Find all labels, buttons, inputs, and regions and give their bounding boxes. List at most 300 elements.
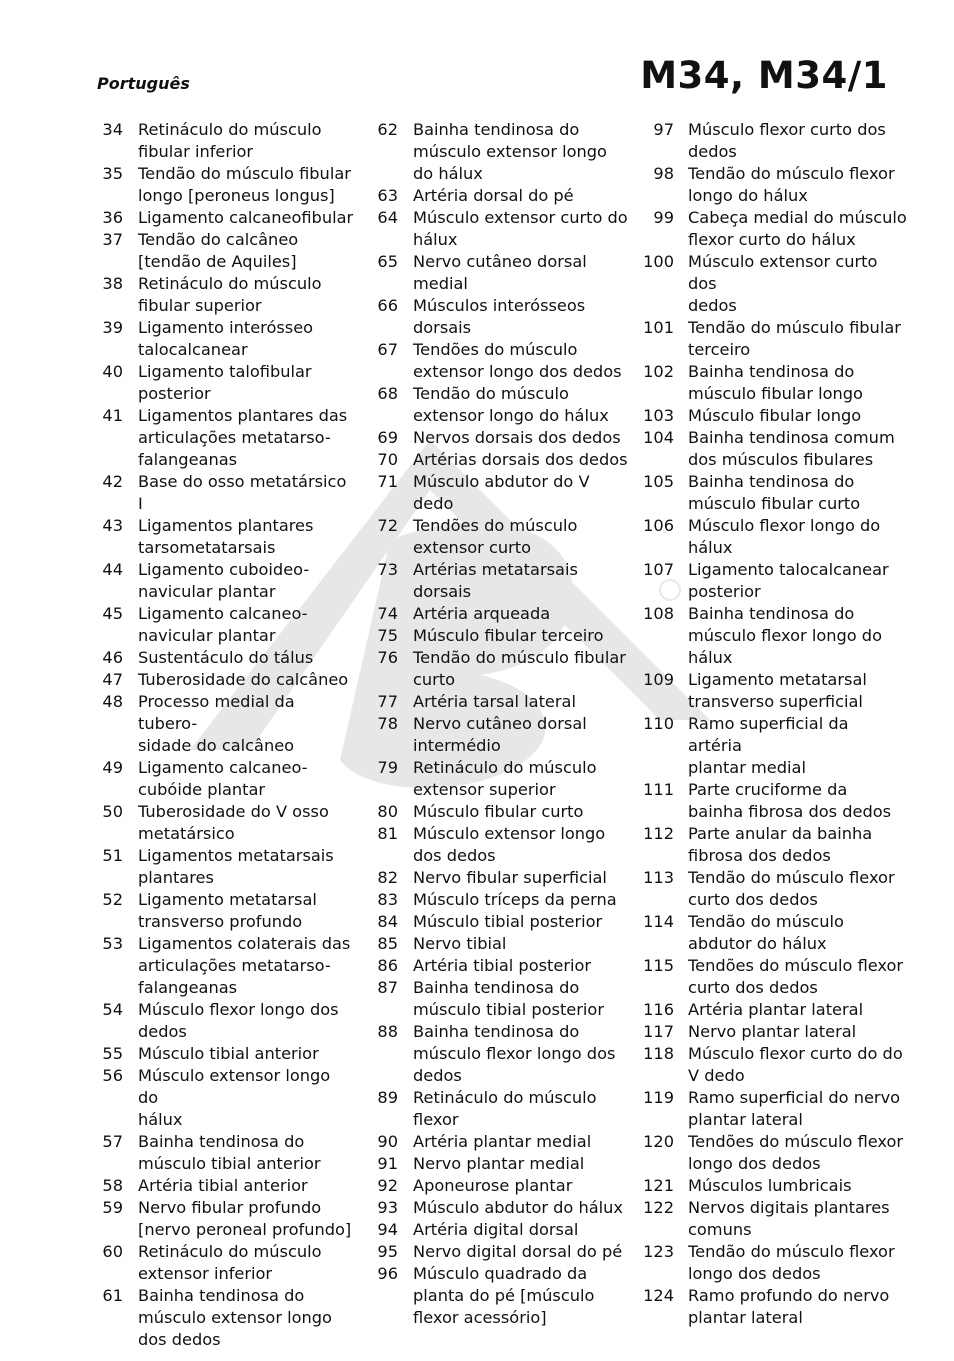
- entry-term: [688, 1285, 907, 1329]
- entry-term-line: Músculo extensor curto do: [413, 208, 628, 227]
- entry-number: 42: [102, 472, 123, 491]
- entry-term-line: Retináculo do músculo: [138, 120, 322, 139]
- entry-term: [413, 1153, 630, 1175]
- entry-number: 34: [102, 120, 123, 139]
- legend-entry: [637, 427, 907, 471]
- entry-term: [688, 427, 907, 471]
- entry-term-line: Músculo extensor longo: [413, 824, 606, 843]
- entry-term-line: longo do hálux: [688, 186, 808, 205]
- entry-term-line: Músculo fibular curto: [413, 802, 584, 821]
- entry-number: 37: [102, 230, 123, 249]
- entry-term-line: Ligamento talocalcanear: [688, 560, 889, 579]
- entry-number: 101: [643, 318, 674, 337]
- entry-term-line: planta do pé [músculo: [413, 1286, 595, 1305]
- entry-term-line: medial: [413, 274, 468, 293]
- entry-number: 65: [377, 252, 398, 271]
- legend-entry: [90, 1065, 355, 1131]
- entry-term-line: Artéria tibial anterior: [138, 1176, 308, 1195]
- entry-term-line: Tendão do músculo: [688, 912, 844, 931]
- legend-entry: [90, 1043, 355, 1065]
- entry-term-line: Bainha tendinosa do: [413, 978, 580, 997]
- entry-term: [138, 1043, 355, 1065]
- entry-number: 48: [102, 692, 123, 711]
- entry-number: 61: [102, 1286, 123, 1305]
- entry-number: 66: [377, 296, 398, 315]
- entry-number: 104: [643, 428, 674, 447]
- legend-entry: [637, 1197, 907, 1241]
- legend-entry: [365, 1131, 630, 1153]
- entry-term-line: intermédio: [413, 736, 501, 755]
- entry-term-line: Nervos dorsais dos dedos: [413, 428, 621, 447]
- entry-term: [138, 691, 355, 757]
- entry-term-line: Ligamento calcaneofibular: [138, 208, 354, 227]
- entry-number: 82: [377, 868, 398, 887]
- entry-term: [138, 1175, 355, 1197]
- entry-term-line: Tendão do calcâneo: [138, 230, 299, 249]
- entry-term-line: Músculo fibular terceiro: [413, 626, 604, 645]
- entry-term: [413, 603, 630, 625]
- entry-number: 62: [377, 120, 398, 139]
- entry-term-line: Tendões do músculo flexor: [688, 956, 904, 975]
- entry-term: [413, 1241, 630, 1263]
- entry-term-line: abdutor do hálux: [688, 934, 827, 953]
- legend-entry: [90, 1285, 355, 1351]
- legend-entry: [90, 405, 355, 471]
- entry-term-line: Bainha tendinosa do: [413, 1022, 580, 1041]
- entry-term-line: Músculo extensor longo do: [138, 1066, 331, 1107]
- entry-term-line: dos músculos fibulares: [688, 450, 874, 469]
- entry-number: 92: [377, 1176, 398, 1195]
- entry-term: [138, 119, 355, 163]
- legend-entry: [90, 933, 355, 999]
- entry-term-line: curto: [413, 670, 456, 689]
- entry-term-line: plantar lateral: [688, 1308, 803, 1327]
- entry-term-line: Tendão do músculo fibular: [413, 648, 626, 667]
- entry-term-line: dos dedos: [413, 846, 496, 865]
- legend-entry: [90, 229, 355, 273]
- entry-term-line: plantar lateral: [688, 1110, 803, 1129]
- entry-number: 45: [102, 604, 123, 623]
- entry-term-line: Ligamento metatarsal: [688, 670, 867, 689]
- entry-term: [138, 361, 355, 405]
- entry-term-line: Artéria digital dorsal: [413, 1220, 579, 1239]
- entry-number: 88: [377, 1022, 398, 1041]
- legend-entry: [90, 163, 355, 207]
- entry-term-line: Artéria dorsal do pé: [413, 186, 574, 205]
- legend-entry: [365, 757, 630, 801]
- entry-term: [688, 603, 907, 669]
- entry-term-line: Artérias metatarsais dorsais: [413, 560, 578, 601]
- entry-term-line: hálux: [138, 1110, 183, 1129]
- legend-entry: [90, 1197, 355, 1241]
- entry-term: [138, 471, 355, 515]
- entry-term-line: Artéria tibial posterior: [413, 956, 592, 975]
- entry-number: 60: [102, 1242, 123, 1261]
- legend-entry: [365, 625, 630, 647]
- entry-term-line: fibrosa dos dedos: [688, 846, 831, 865]
- entry-number: 58: [102, 1176, 123, 1195]
- entry-number: 80: [377, 802, 398, 821]
- legend-entry: [365, 1197, 630, 1219]
- entry-term-line: extensor longo dos dedos: [413, 362, 622, 381]
- entry-number: 94: [377, 1220, 398, 1239]
- legend-entry: [637, 823, 907, 867]
- entry-term: [413, 427, 630, 449]
- entry-number: 74: [377, 604, 398, 623]
- entry-term-line: Retináculo do músculo: [413, 1088, 597, 1107]
- entry-number: 77: [377, 692, 398, 711]
- entry-term-line: plantar medial: [688, 758, 806, 777]
- entry-term: [688, 515, 907, 559]
- entry-term: [413, 515, 630, 559]
- legend-entry: [90, 889, 355, 933]
- entry-term-line: Ligamentos colaterais das: [138, 934, 351, 953]
- entry-term-line: Retináculo do músculo: [138, 1242, 322, 1261]
- entry-number: 118: [643, 1044, 674, 1063]
- entry-term-line: Nervo cutâneo dorsal: [413, 714, 587, 733]
- entry-term: [688, 1197, 907, 1241]
- entry-term-line: articulações metatarso-: [138, 428, 331, 447]
- entry-number: 67: [377, 340, 398, 359]
- entry-term-line: Bainha tendinosa do: [688, 362, 855, 381]
- legend-entry: [365, 823, 630, 867]
- entry-term-line: Músculo flexor curto do do: [688, 1044, 903, 1063]
- entry-term-line: Ligamento interósseo: [138, 318, 314, 337]
- entry-term-line: bainha fibrosa dos dedos: [688, 802, 892, 821]
- entry-term: [138, 273, 355, 317]
- legend-entry: [90, 801, 355, 845]
- entry-term: [413, 691, 630, 713]
- legend-entry: [637, 867, 907, 911]
- entry-term-line: Nervo cutâneo dorsal: [413, 252, 587, 271]
- entry-term: [138, 1131, 355, 1175]
- legend-entry: [637, 1087, 907, 1131]
- entry-term-line: extensor curto: [413, 538, 532, 557]
- entry-term-line: Ramo profundo do nervo: [688, 1286, 890, 1305]
- entry-number: 121: [643, 1176, 674, 1195]
- entry-number: 100: [643, 252, 674, 271]
- legend-entry: [637, 713, 907, 779]
- entry-term-line: Ramo superficial do nervo: [688, 1088, 901, 1107]
- language-label: Português: [97, 74, 190, 93]
- entry-term-line: Nervo tibial: [413, 934, 507, 953]
- entry-term-line: dedos: [688, 142, 737, 161]
- entry-term: [413, 185, 630, 207]
- entry-term-line: V dedo: [688, 1066, 745, 1085]
- entry-term: [413, 559, 630, 603]
- entry-term: [688, 867, 907, 911]
- legend-entry: [365, 207, 630, 251]
- legend-entry: [637, 1021, 907, 1043]
- entry-term-line: hálux: [688, 648, 733, 667]
- entry-number: 85: [377, 934, 398, 953]
- entry-term-line: Artéria plantar lateral: [688, 1000, 864, 1019]
- entry-term-line: fibular inferior: [138, 142, 254, 161]
- entry-term: [413, 295, 630, 339]
- entry-term-line: Nervo fibular profundo: [138, 1198, 322, 1217]
- entry-term-line: terceiro: [688, 340, 751, 359]
- entry-term-line: navicular plantar: [138, 582, 276, 601]
- legend-entry: [365, 1175, 630, 1197]
- entry-number: 111: [643, 780, 674, 799]
- legend-entry: [90, 647, 355, 669]
- legend-entry: [637, 603, 907, 669]
- legend-entry: [365, 713, 630, 757]
- entry-term-line: hálux: [413, 230, 458, 249]
- entry-number: 84: [377, 912, 398, 931]
- legend-entry: [365, 603, 630, 625]
- entry-term-line: Músculo fibular longo: [688, 406, 862, 425]
- entry-term: [138, 1197, 355, 1241]
- entry-term: [413, 933, 630, 955]
- entry-term-line: Nervo digital dorsal do pé: [413, 1242, 623, 1261]
- entry-number: 72: [377, 516, 398, 535]
- entry-term: [688, 559, 907, 603]
- legend-entry: [365, 1241, 630, 1263]
- entry-term-line: Artéria arqueada: [413, 604, 551, 623]
- legend-entry: [637, 251, 907, 317]
- legend-entry: [637, 1043, 907, 1087]
- entry-term: [413, 251, 630, 295]
- entry-number: 68: [377, 384, 398, 403]
- entry-number: 96: [377, 1264, 398, 1283]
- entry-term: [138, 515, 355, 559]
- entry-number: 64: [377, 208, 398, 227]
- entry-number: 70: [377, 450, 398, 469]
- entry-term: [688, 669, 907, 713]
- entry-number: 107: [643, 560, 674, 579]
- entry-term-line: Tendão do músculo fibular: [138, 164, 351, 183]
- entry-term-line: Nervo plantar medial: [413, 1154, 585, 1173]
- legend-entry: [90, 515, 355, 559]
- legend-entry: [365, 119, 630, 185]
- entry-term-line: sidade do calcâneo: [138, 736, 295, 755]
- entry-number: 106: [643, 516, 674, 535]
- entry-term: [138, 1065, 355, 1131]
- entry-term-line: músculo tibial posterior: [413, 1000, 604, 1019]
- entry-term: [413, 1021, 630, 1087]
- entry-term: [688, 1241, 907, 1285]
- entry-number: 109: [643, 670, 674, 689]
- entry-number: 95: [377, 1242, 398, 1261]
- legend-entry: [637, 515, 907, 559]
- entry-term-line: Tendões do músculo flexor: [688, 1132, 904, 1151]
- legend-entry: [637, 559, 907, 603]
- entry-term-line: flexor acessório]: [413, 1308, 547, 1327]
- page-code: M34, M34/1: [640, 54, 888, 97]
- legend-entry: [637, 1175, 907, 1197]
- entry-term: [688, 1043, 907, 1087]
- entry-number: 44: [102, 560, 123, 579]
- entry-term: [413, 339, 630, 383]
- legend-entry: [90, 691, 355, 757]
- entry-term: [688, 911, 907, 955]
- entry-term-line: longo dos dedos: [688, 1154, 821, 1173]
- entry-term-line: dedos: [688, 296, 737, 315]
- entry-term-line: Músculos interósseos dorsais: [413, 296, 586, 337]
- legend-entry: [90, 669, 355, 691]
- entry-term-line: músculo flexor longo dos: [413, 1044, 616, 1063]
- legend-entry: [637, 779, 907, 823]
- entry-term-line: Tuberosidade do calcâneo: [138, 670, 349, 689]
- entry-term-line: Bainha tendinosa comum: [688, 428, 895, 447]
- entry-term: [688, 251, 907, 317]
- entry-number: 56: [102, 1066, 123, 1085]
- entry-term: [413, 383, 630, 427]
- entry-term-line: Bainha tendinosa do: [688, 472, 855, 491]
- entry-term-line: Sustentáculo do tálus: [138, 648, 314, 667]
- entry-number: 115: [643, 956, 674, 975]
- entry-term-line: Tendão do músculo flexor: [688, 164, 895, 183]
- entry-term-line: Processo medial da tubero-: [138, 692, 295, 733]
- entry-term: [688, 207, 907, 251]
- entry-term-line: talocalcanear: [138, 340, 248, 359]
- entry-number: 76: [377, 648, 398, 667]
- legend-entry: [90, 757, 355, 801]
- entry-term-line: do hálux: [413, 164, 483, 183]
- entry-term: [688, 713, 907, 779]
- entry-term-line: músculo flexor longo do: [688, 626, 882, 645]
- entry-term-line: flexor: [413, 1110, 459, 1129]
- legend-entry: [365, 449, 630, 471]
- entry-number: 112: [643, 824, 674, 843]
- entry-number: 71: [377, 472, 398, 491]
- entry-number: 47: [102, 670, 123, 689]
- entry-number: 90: [377, 1132, 398, 1151]
- legend-entry: [365, 251, 630, 295]
- entry-number: 73: [377, 560, 398, 579]
- legend-entry: [365, 1219, 630, 1241]
- entry-number: 52: [102, 890, 123, 909]
- entry-term-line: Ligamento cuboideo-: [138, 560, 310, 579]
- entry-term: [688, 405, 907, 427]
- entry-term-line: dedo: [413, 494, 454, 513]
- entry-term: [138, 889, 355, 933]
- legend-entry: [365, 383, 630, 427]
- entry-term-line: [tendão de Aquiles]: [138, 252, 297, 271]
- legend-entry: [365, 1263, 630, 1329]
- entry-term-line: curto dos dedos: [688, 978, 818, 997]
- entry-term: [138, 999, 355, 1043]
- entry-number: 63: [377, 186, 398, 205]
- entry-term: [688, 471, 907, 515]
- entry-term: [688, 317, 907, 361]
- legend-entry: [365, 889, 630, 911]
- entry-number: 46: [102, 648, 123, 667]
- entry-term-line: Ligamento calcaneo-: [138, 758, 308, 777]
- legend-entry: [365, 471, 630, 515]
- entry-number: 117: [643, 1022, 674, 1041]
- entry-number: 38: [102, 274, 123, 293]
- legend-entry: [90, 603, 355, 647]
- entry-term-line: longo dos dedos: [688, 1264, 821, 1283]
- entry-term: [138, 317, 355, 361]
- entry-term-line: plantares: [138, 868, 214, 887]
- legend-entry: [90, 471, 355, 515]
- entry-term: [688, 119, 907, 163]
- entry-number: 116: [643, 1000, 674, 1019]
- entry-term: [138, 229, 355, 273]
- entry-term-line: Ligamentos plantares: [138, 516, 314, 535]
- entry-term: [688, 1175, 907, 1197]
- entry-term: [138, 603, 355, 647]
- entry-term-line: transverso superficial: [688, 692, 863, 711]
- entry-term: [413, 867, 630, 889]
- entry-number: 91: [377, 1154, 398, 1173]
- entry-number: 87: [377, 978, 398, 997]
- legend-entry: [365, 339, 630, 383]
- entry-term: [138, 757, 355, 801]
- entry-term-line: Ramo superficial da artéria: [688, 714, 849, 755]
- entry-term-line: posterior: [138, 384, 211, 403]
- entry-term-line: dos dedos: [138, 1330, 221, 1349]
- entry-term: [413, 713, 630, 757]
- legend-entry: [637, 1285, 907, 1329]
- legend-entry: [90, 1241, 355, 1285]
- entry-term-line: posterior: [688, 582, 761, 601]
- entry-term: [688, 1021, 907, 1043]
- entry-number: 98: [653, 164, 674, 183]
- entry-term-line: navicular plantar: [138, 626, 276, 645]
- entry-term-line: Parte cruciforme da: [688, 780, 848, 799]
- entry-term: [138, 405, 355, 471]
- entry-term-line: Músculo extensor curto dos: [688, 252, 878, 293]
- legend-entry: [637, 669, 907, 713]
- legend-entry: [637, 405, 907, 427]
- entry-number: 83: [377, 890, 398, 909]
- entry-term: [138, 669, 355, 691]
- entry-number: 79: [377, 758, 398, 777]
- entry-term-line: extensor inferior: [138, 1264, 273, 1283]
- legend-entry: [90, 845, 355, 889]
- entry-number: 75: [377, 626, 398, 645]
- entry-term: [413, 119, 630, 185]
- entry-term-line: músculo fibular curto: [688, 494, 861, 513]
- legend-entry: [637, 999, 907, 1021]
- entry-term: [138, 933, 355, 999]
- entry-term: [688, 999, 907, 1021]
- entry-term-line: Tendão do músculo: [413, 384, 569, 403]
- legend-entry: [90, 119, 355, 163]
- entry-number: 99: [653, 208, 674, 227]
- entry-term-line: dedos: [413, 1066, 462, 1085]
- entry-term-line: longo [peroneus longus]: [138, 186, 335, 205]
- entry-term: [413, 1197, 630, 1219]
- entry-number: 49: [102, 758, 123, 777]
- entry-term: [413, 955, 630, 977]
- entry-term: [138, 1241, 355, 1285]
- entry-term: [413, 757, 630, 801]
- entry-term: [413, 471, 630, 515]
- legend-entry: [637, 361, 907, 405]
- entry-number: 124: [643, 1286, 674, 1305]
- entry-term-line: Músculo abdutor do V: [413, 472, 590, 491]
- legend-entry: [365, 515, 630, 559]
- legend-entry: [365, 647, 630, 691]
- legend-entry: [365, 867, 630, 889]
- entry-term-line: dedos: [138, 1022, 187, 1041]
- entry-term-line: Tendões do músculo: [413, 516, 578, 535]
- entry-number: 41: [102, 406, 123, 425]
- legend-entry: [90, 273, 355, 317]
- entry-number: 114: [643, 912, 674, 931]
- entry-term-line: Parte anular da bainha: [688, 824, 873, 843]
- entry-term-line: curto dos dedos: [688, 890, 818, 909]
- legend-entry: [637, 317, 907, 361]
- entry-term: [688, 823, 907, 867]
- entry-term: [138, 1285, 355, 1351]
- entry-number: 53: [102, 934, 123, 953]
